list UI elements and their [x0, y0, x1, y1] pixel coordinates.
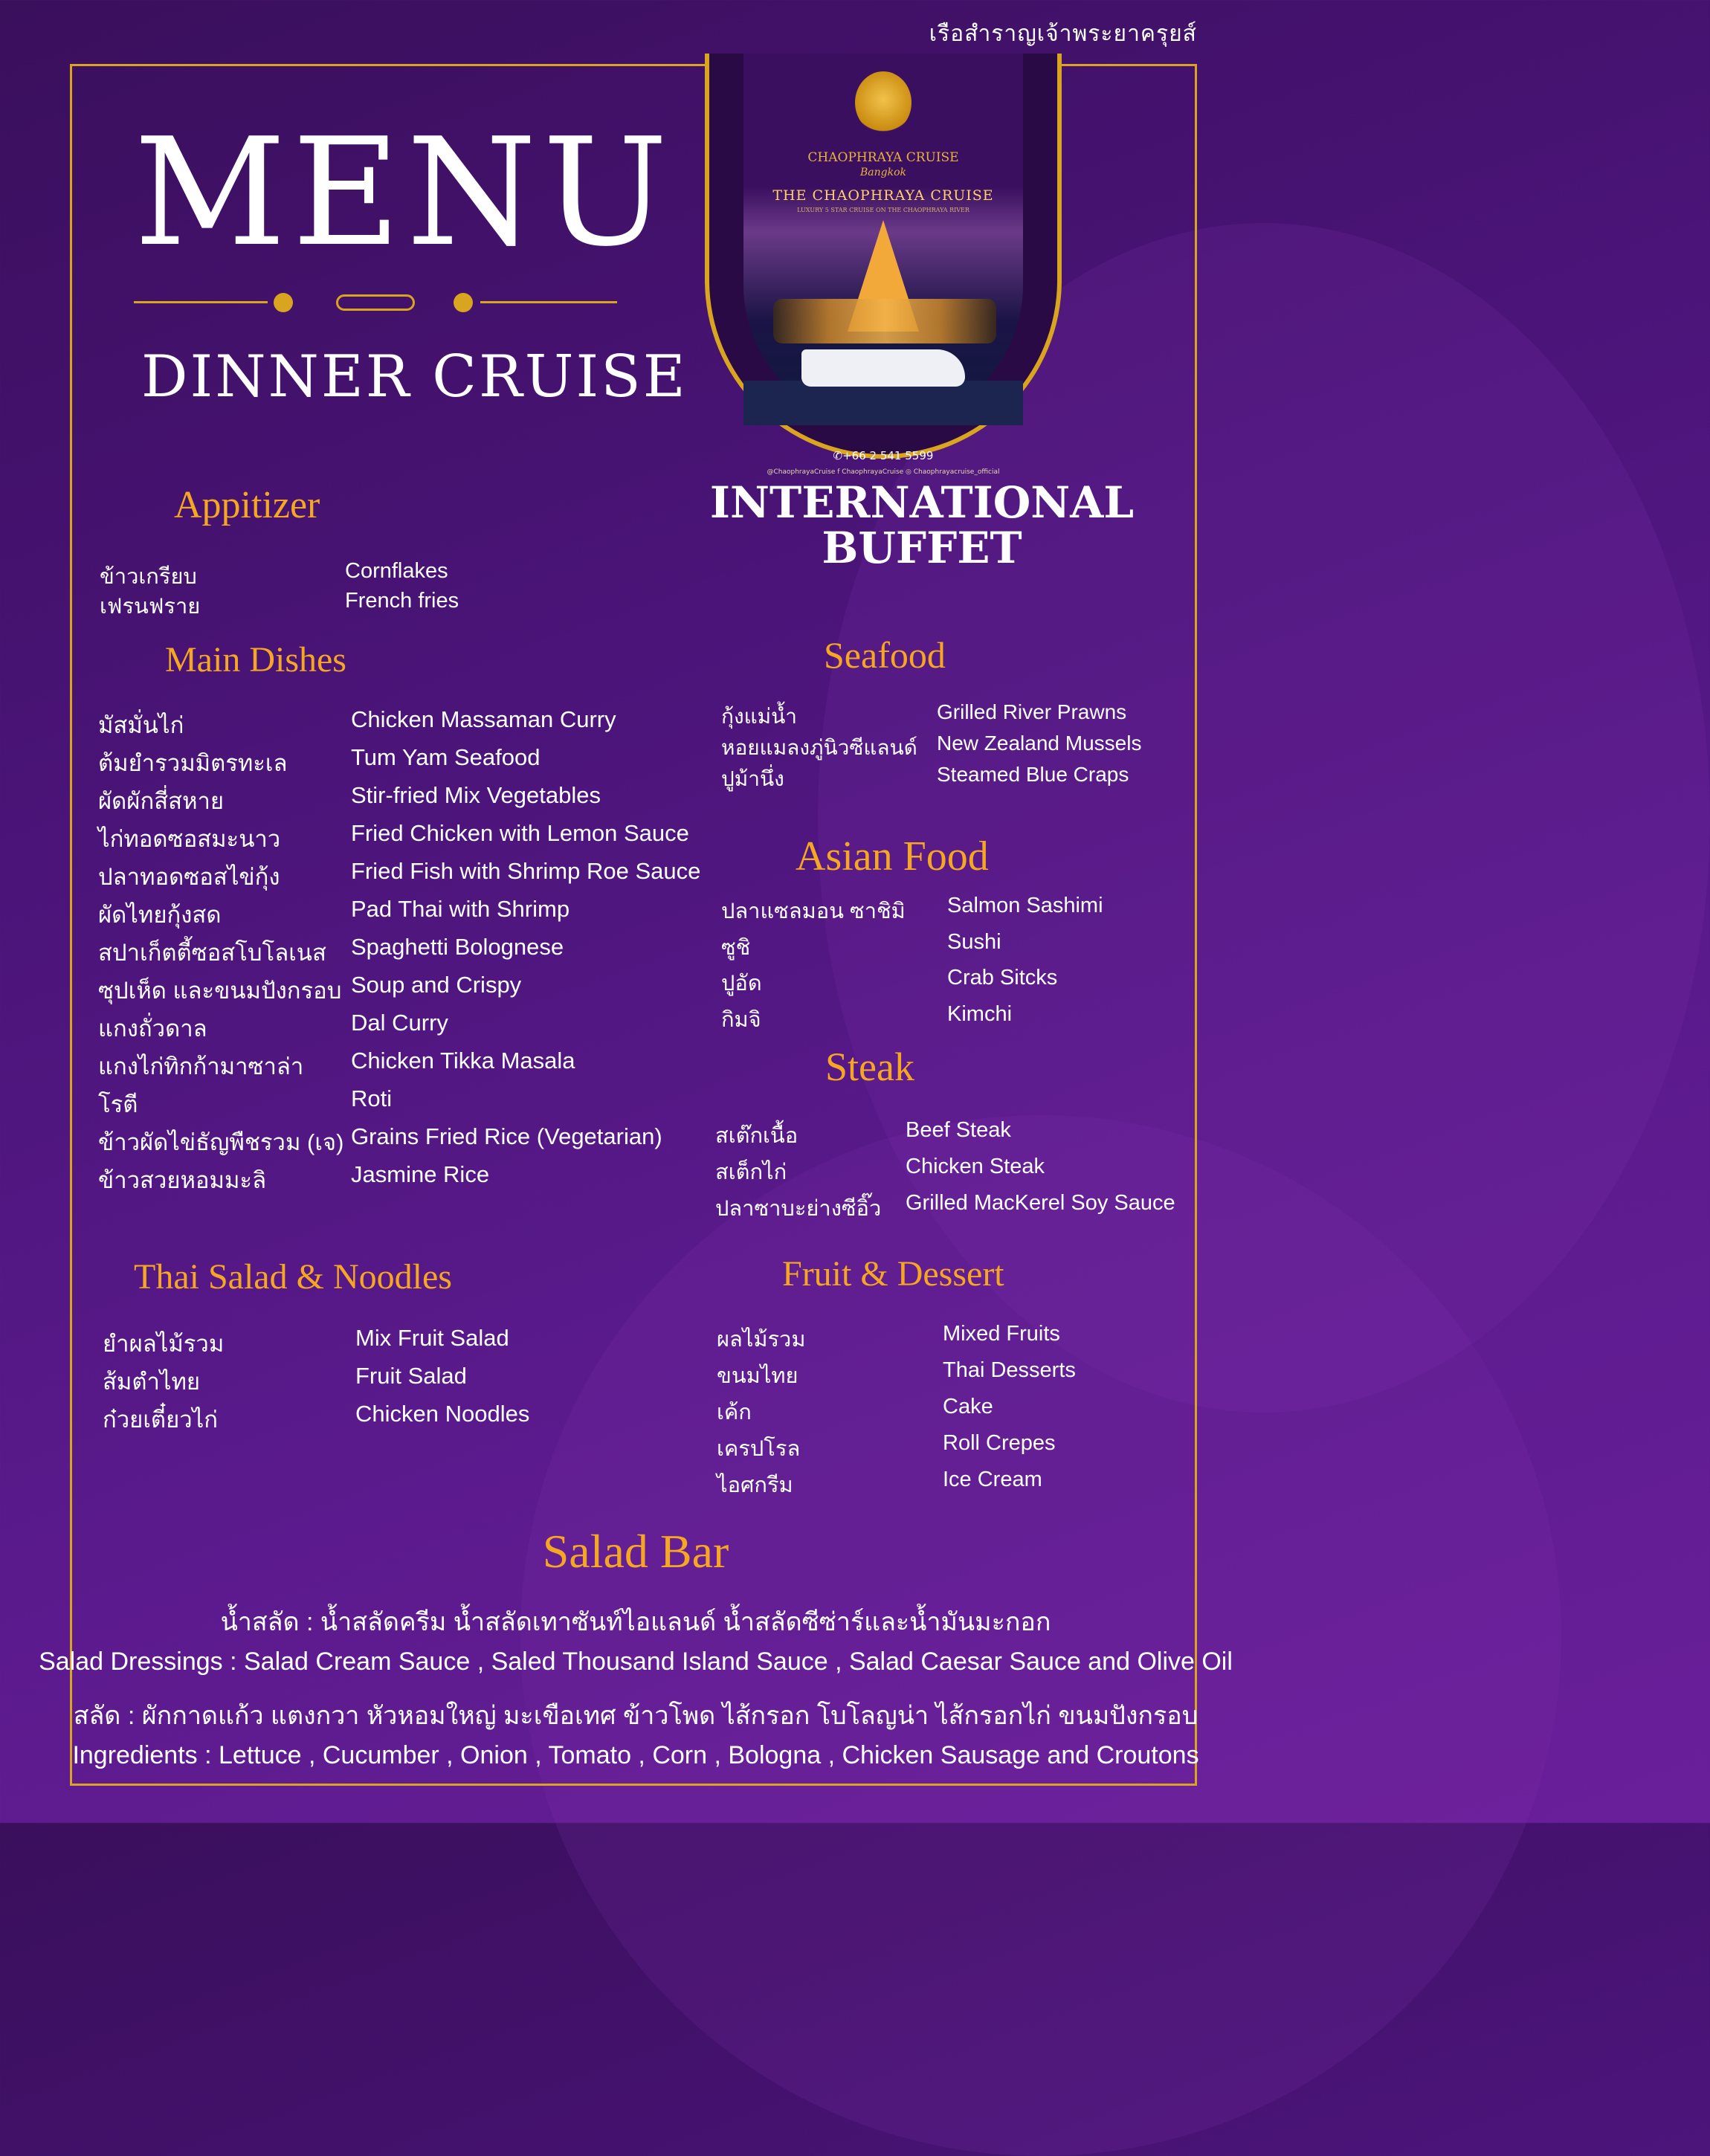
item-thai: ข้าวผัดไข่ธัญพืชรวม (เจ) — [98, 1129, 344, 1155]
item-english: French fries — [345, 589, 459, 613]
item-thai: แกงไก่ทิกก้ามาซาล่า — [98, 1053, 304, 1079]
item-english: Chicken Tikka Masala — [351, 1048, 575, 1074]
riverside-lights — [773, 299, 996, 343]
item-thai: ไก่ทอดซอสมะนาว — [98, 826, 281, 852]
item-english: Beef Steak — [906, 1118, 1011, 1142]
item-thai: มัสมั่นไก่ — [98, 712, 184, 738]
menu-title: MENU — [134, 106, 674, 280]
item-english: Roti — [351, 1085, 393, 1111]
fruit-dessert-heading: Fruit & Dessert — [782, 1254, 1004, 1294]
item-english: Soup and Crispy — [351, 972, 522, 998]
thai-salad-heading: Thai Salad & Noodles — [134, 1257, 452, 1297]
item-thai: เค้ก — [717, 1401, 752, 1424]
cruise-logo-badge — [705, 54, 1062, 476]
item-english: Chicken Steak — [906, 1155, 1045, 1178]
item-english: Fruit Salad — [355, 1363, 467, 1389]
item-thai: ปูม้านึ่ง — [721, 767, 784, 790]
logo-brand-small: CHAOPHRAYA CRUISE — [807, 150, 959, 165]
salad-dressing-english: Salad Dressings : Salad Cream Sauce , Saled Thousand Island Sauce , Salad Caesar Sauce and Olive Oil — [39, 1647, 1233, 1676]
item-english: Mixed Fruits — [943, 1322, 1060, 1346]
item-english: Chicken Noodles — [355, 1401, 530, 1427]
item-thai: โรตี — [98, 1091, 138, 1117]
item-english: Ice Cream — [943, 1468, 1042, 1491]
item-english: Dal Curry — [351, 1010, 448, 1036]
item-english: Fried Chicken with Lemon Sauce — [351, 820, 689, 846]
item-english: Grilled River Prawns — [937, 700, 1127, 723]
item-english: Crab Sitcks — [947, 966, 1058, 990]
river-water — [743, 381, 1023, 425]
international-line: INTERNATIONAL — [709, 477, 1135, 528]
item-thai: แกงถั่วดาล — [98, 1016, 207, 1042]
item-thai: เฟรนฟราย — [100, 595, 201, 619]
main-dishes-heading: Main Dishes — [165, 640, 346, 680]
item-thai: กิมจิ — [721, 1007, 761, 1032]
logo-social: @ChaophrayaCruise f ChaophrayaCruise ◎ Chaophrayacruise_official — [767, 468, 1000, 476]
cruise-boat-icon — [801, 349, 965, 387]
item-thai: สปาเก็ตตี้ซอสโบโลเนส — [98, 940, 326, 966]
item-english: Spaghetti Bolognese — [351, 934, 564, 960]
cruise-photo — [743, 54, 1023, 425]
steak-heading: Steak — [825, 1045, 914, 1089]
item-english: Grilled MacKerel Soy Sauce — [906, 1191, 1175, 1215]
item-english: Cornflakes — [345, 559, 448, 583]
item-thai: ปลาทอดซอสไข่กุ้ง — [98, 864, 280, 890]
appetizer-heading: Appitizer — [174, 484, 320, 526]
salad-ingredients-thai: สลัด : ผักกาดแก้ว แตงกวา หัวหอมใหญ่ มะเขือเทศ ข้าวโพด ไส้กรอก โบโลญน่า ไส้กรอกไก่ ขนมปังกรอบ — [73, 1702, 1198, 1730]
title-ornament — [134, 291, 617, 314]
item-thai: ปลาซาบะย่างซีอิ๊ว — [715, 1197, 882, 1221]
item-thai: สเต็กไก่ — [715, 1161, 787, 1184]
item-thai: หอยแมลงภู่นิวซีแลนด์ — [721, 736, 917, 759]
item-english: Mix Fruit Salad — [355, 1325, 509, 1351]
international-buffet-title — [669, 477, 1175, 573]
item-english: Tum Yam Seafood — [351, 744, 541, 770]
item-english: Jasmine Rice — [351, 1161, 490, 1187]
item-english: Pad Thai with Shrimp — [351, 896, 570, 922]
thai-brand-title: เรือสำราญเจ้าพระยาครุยส์ — [929, 21, 1197, 47]
item-english: Thai Desserts — [943, 1358, 1076, 1382]
dinner-cruise-subtitle: DINNER CRUISE — [141, 343, 688, 410]
item-thai: ผัดไทยกุ้งสด — [98, 902, 222, 928]
logo-brand-script: Bangkok — [859, 167, 906, 178]
item-thai: ซูชิ — [721, 935, 751, 960]
item-thai: ยำผลไม้รวม — [103, 1331, 225, 1357]
item-english: Salmon Sashimi — [947, 894, 1103, 917]
buffet-line: BUFFET — [822, 522, 1022, 573]
item-english: Fried Fish with Shrimp Roe Sauce — [351, 858, 701, 884]
item-thai: ขนมไทย — [717, 1364, 798, 1388]
item-thai: ปูอัด — [721, 972, 762, 995]
item-thai: ส้มตำไทย — [103, 1369, 201, 1395]
item-thai: กุ้งแม่น้ำ — [721, 705, 797, 728]
item-english: Grains Fried Rice (Vegetarian) — [351, 1123, 662, 1149]
item-thai: ปลาแซลมอน ซาชิมิ — [721, 900, 906, 923]
logo-brand-title: THE CHAOPHRAYA CRUISE — [772, 187, 994, 204]
salad-dressing-thai: น้ำสลัด : น้ำสลัดครีม น้ำสลัดเทาซันท์ไอแลนด์ น้ำสลัดซีซ่าร์และน้ำมันมะกอก — [220, 1608, 1051, 1636]
dancer-logo-icon — [855, 71, 912, 134]
item-thai: ซุปเห็ด และขนมปังกรอบ — [98, 978, 342, 1004]
item-english: Sushi — [947, 929, 1001, 954]
item-english: Kimchi — [947, 1001, 1013, 1026]
item-english: Steamed Blue Craps — [937, 763, 1129, 786]
salad-bar-heading: Salad Bar — [542, 1525, 729, 1578]
asian-food-heading: Asian Food — [796, 833, 989, 879]
logo-brand-tagline: LUXURY 5 STAR CRUISE ON THE CHAOPHRAYA RIVER — [797, 207, 969, 213]
item-thai: ผัดผักสี่สหาย — [98, 788, 225, 814]
item-english: New Zealand Mussels — [937, 732, 1142, 755]
item-english: Roll Crepes — [943, 1431, 1056, 1455]
item-thai: สเต๊กเนื้อ — [715, 1124, 798, 1148]
salad-ingredients-english: Ingredients : Lettuce , Cucumber , Onion , Tomato , Corn , Bologna , Chicken Sausage and Croutons — [72, 1741, 1199, 1769]
item-thai: ไอศกรีม — [717, 1474, 793, 1497]
logo-phone: ✆+66 2 541 5599 — [833, 449, 934, 462]
item-thai: ผลไม้รวม — [717, 1328, 806, 1352]
item-thai: ต้มยำรวมมิตรทะเล — [98, 750, 288, 776]
item-english: Cake — [943, 1395, 993, 1418]
item-english: Stir-fried Mix Vegetables — [351, 782, 601, 808]
item-thai: ข้าวเกรียบ — [100, 565, 197, 589]
item-thai: เครปโรล — [717, 1437, 801, 1461]
item-thai: ข้าวสวยหอมมะลิ — [98, 1167, 267, 1193]
item-english: Chicken Massaman Curry — [351, 706, 616, 732]
seafood-heading: Seafood — [824, 634, 946, 676]
item-thai: ก๋วยเตี๋ยวไก่ — [103, 1407, 218, 1433]
